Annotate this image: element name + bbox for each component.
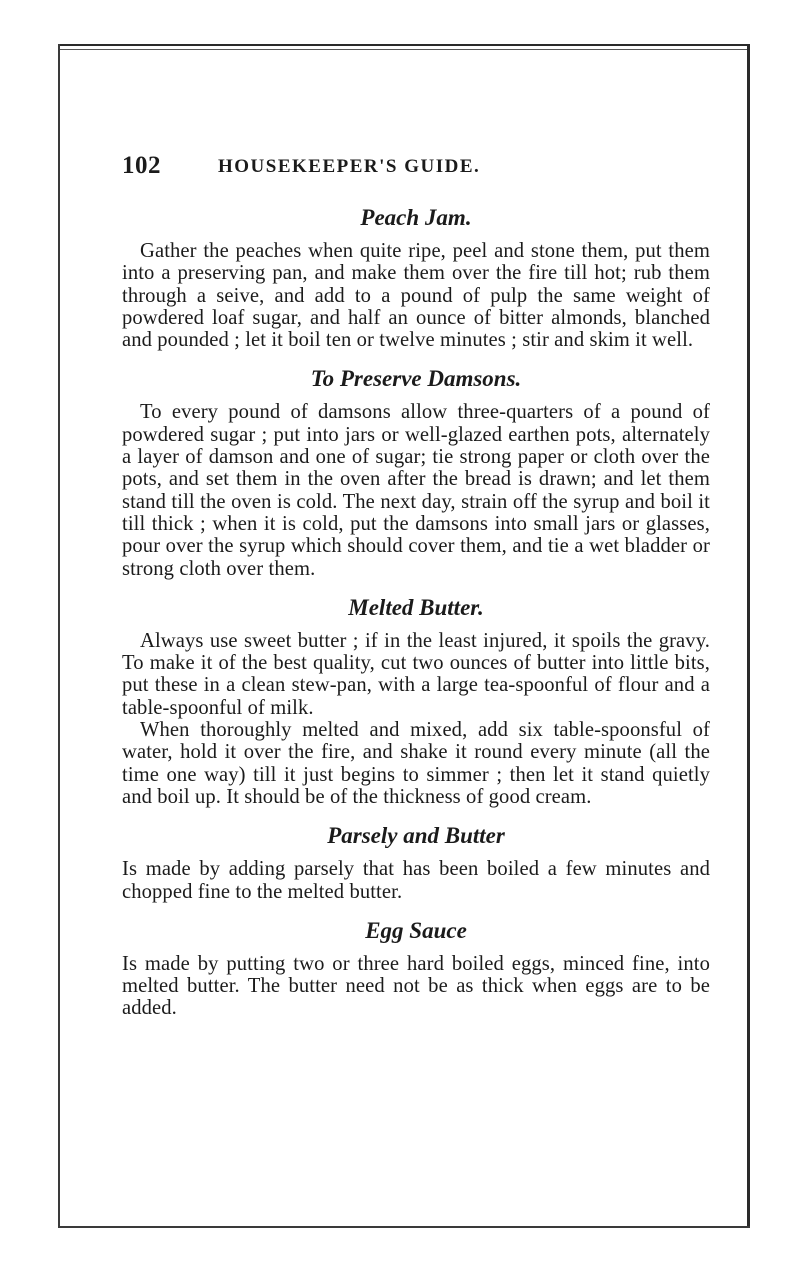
section-heading: Melted Butter. xyxy=(348,594,484,620)
section-heading: Egg Sauce xyxy=(365,917,467,943)
section-paragraph: When thoroughly melted and mixed, add six table-spoonsful of water, hold it over the fire, and shake it round every minute (all the time one way) till it just begins to simmer ; then let it stand quietly and boil up. It should be of the thickness of good cream. xyxy=(122,719,710,808)
section-heading: Peach Jam. xyxy=(360,205,472,230)
section-paragraph: Gather the peaches when quite ripe, peel and stone them, put them into a preserving pan, and make them over the fire till hot; rub them through a seive, and add to a pound of pulp the same weight of powdered loaf sugar, and half an ounce of bitter almonds, blanched and pounded ; let it boil ten or twelve minutes ; stir and skim it well. xyxy=(122,240,710,352)
section-preserve-damsons xyxy=(122,365,710,579)
section-peach-jam xyxy=(122,204,710,351)
running-head xyxy=(122,152,710,182)
page-number: 102 xyxy=(122,152,161,179)
section-egg-sauce xyxy=(122,917,710,1020)
scan-border-right xyxy=(747,44,750,1228)
section-heading: Parsely and Butter xyxy=(327,823,505,849)
section-paragraph: Always use sweet butter ; if in the least injured, it spoils the gravy. To make it of the best quality, cut two ounces of butter into little bits, put these in a clean stew-pan, with a large tea-spoonful of flour and a table-spoonful of milk. xyxy=(122,629,710,719)
scan-border-bottom xyxy=(58,1226,750,1228)
section-paragraph: Is made by adding parsely that has been boiled a few minutes and chopped fine to the melted butter. xyxy=(122,858,710,903)
running-title: HOUSEKEEPER'S GUIDE. xyxy=(218,156,481,177)
section-paragraph: To every pound of damsons allow three-quarters of a pound of powdered sugar ; put into jars or well-glazed earthen pots, alternately a layer of damson and one of sugar; tie strong paper or cloth over the pots, and set them in the oven after the bread is drawn; and let them stand till the oven is cold. The next day, strain off the syrup and boil it till thick ; when it is cold, put the damsons into small jars or glasses, pour over the syrup which should cover them, and tie a wet bladder or strong cloth over them. xyxy=(122,401,710,580)
section-melted-butter xyxy=(122,594,710,808)
book-page xyxy=(122,152,710,1034)
scan-border-top-inner xyxy=(58,49,748,50)
section-paragraph: Is made by putting two or three hard boiled eggs, minced fine, into melted butter. The butter need not be as thick when eggs are to be added. xyxy=(122,952,710,1020)
scan-border-left xyxy=(58,44,60,1228)
section-heading: To Preserve Damsons. xyxy=(310,366,522,392)
section-parsely-butter xyxy=(122,822,710,903)
scan-border-top xyxy=(58,44,748,46)
